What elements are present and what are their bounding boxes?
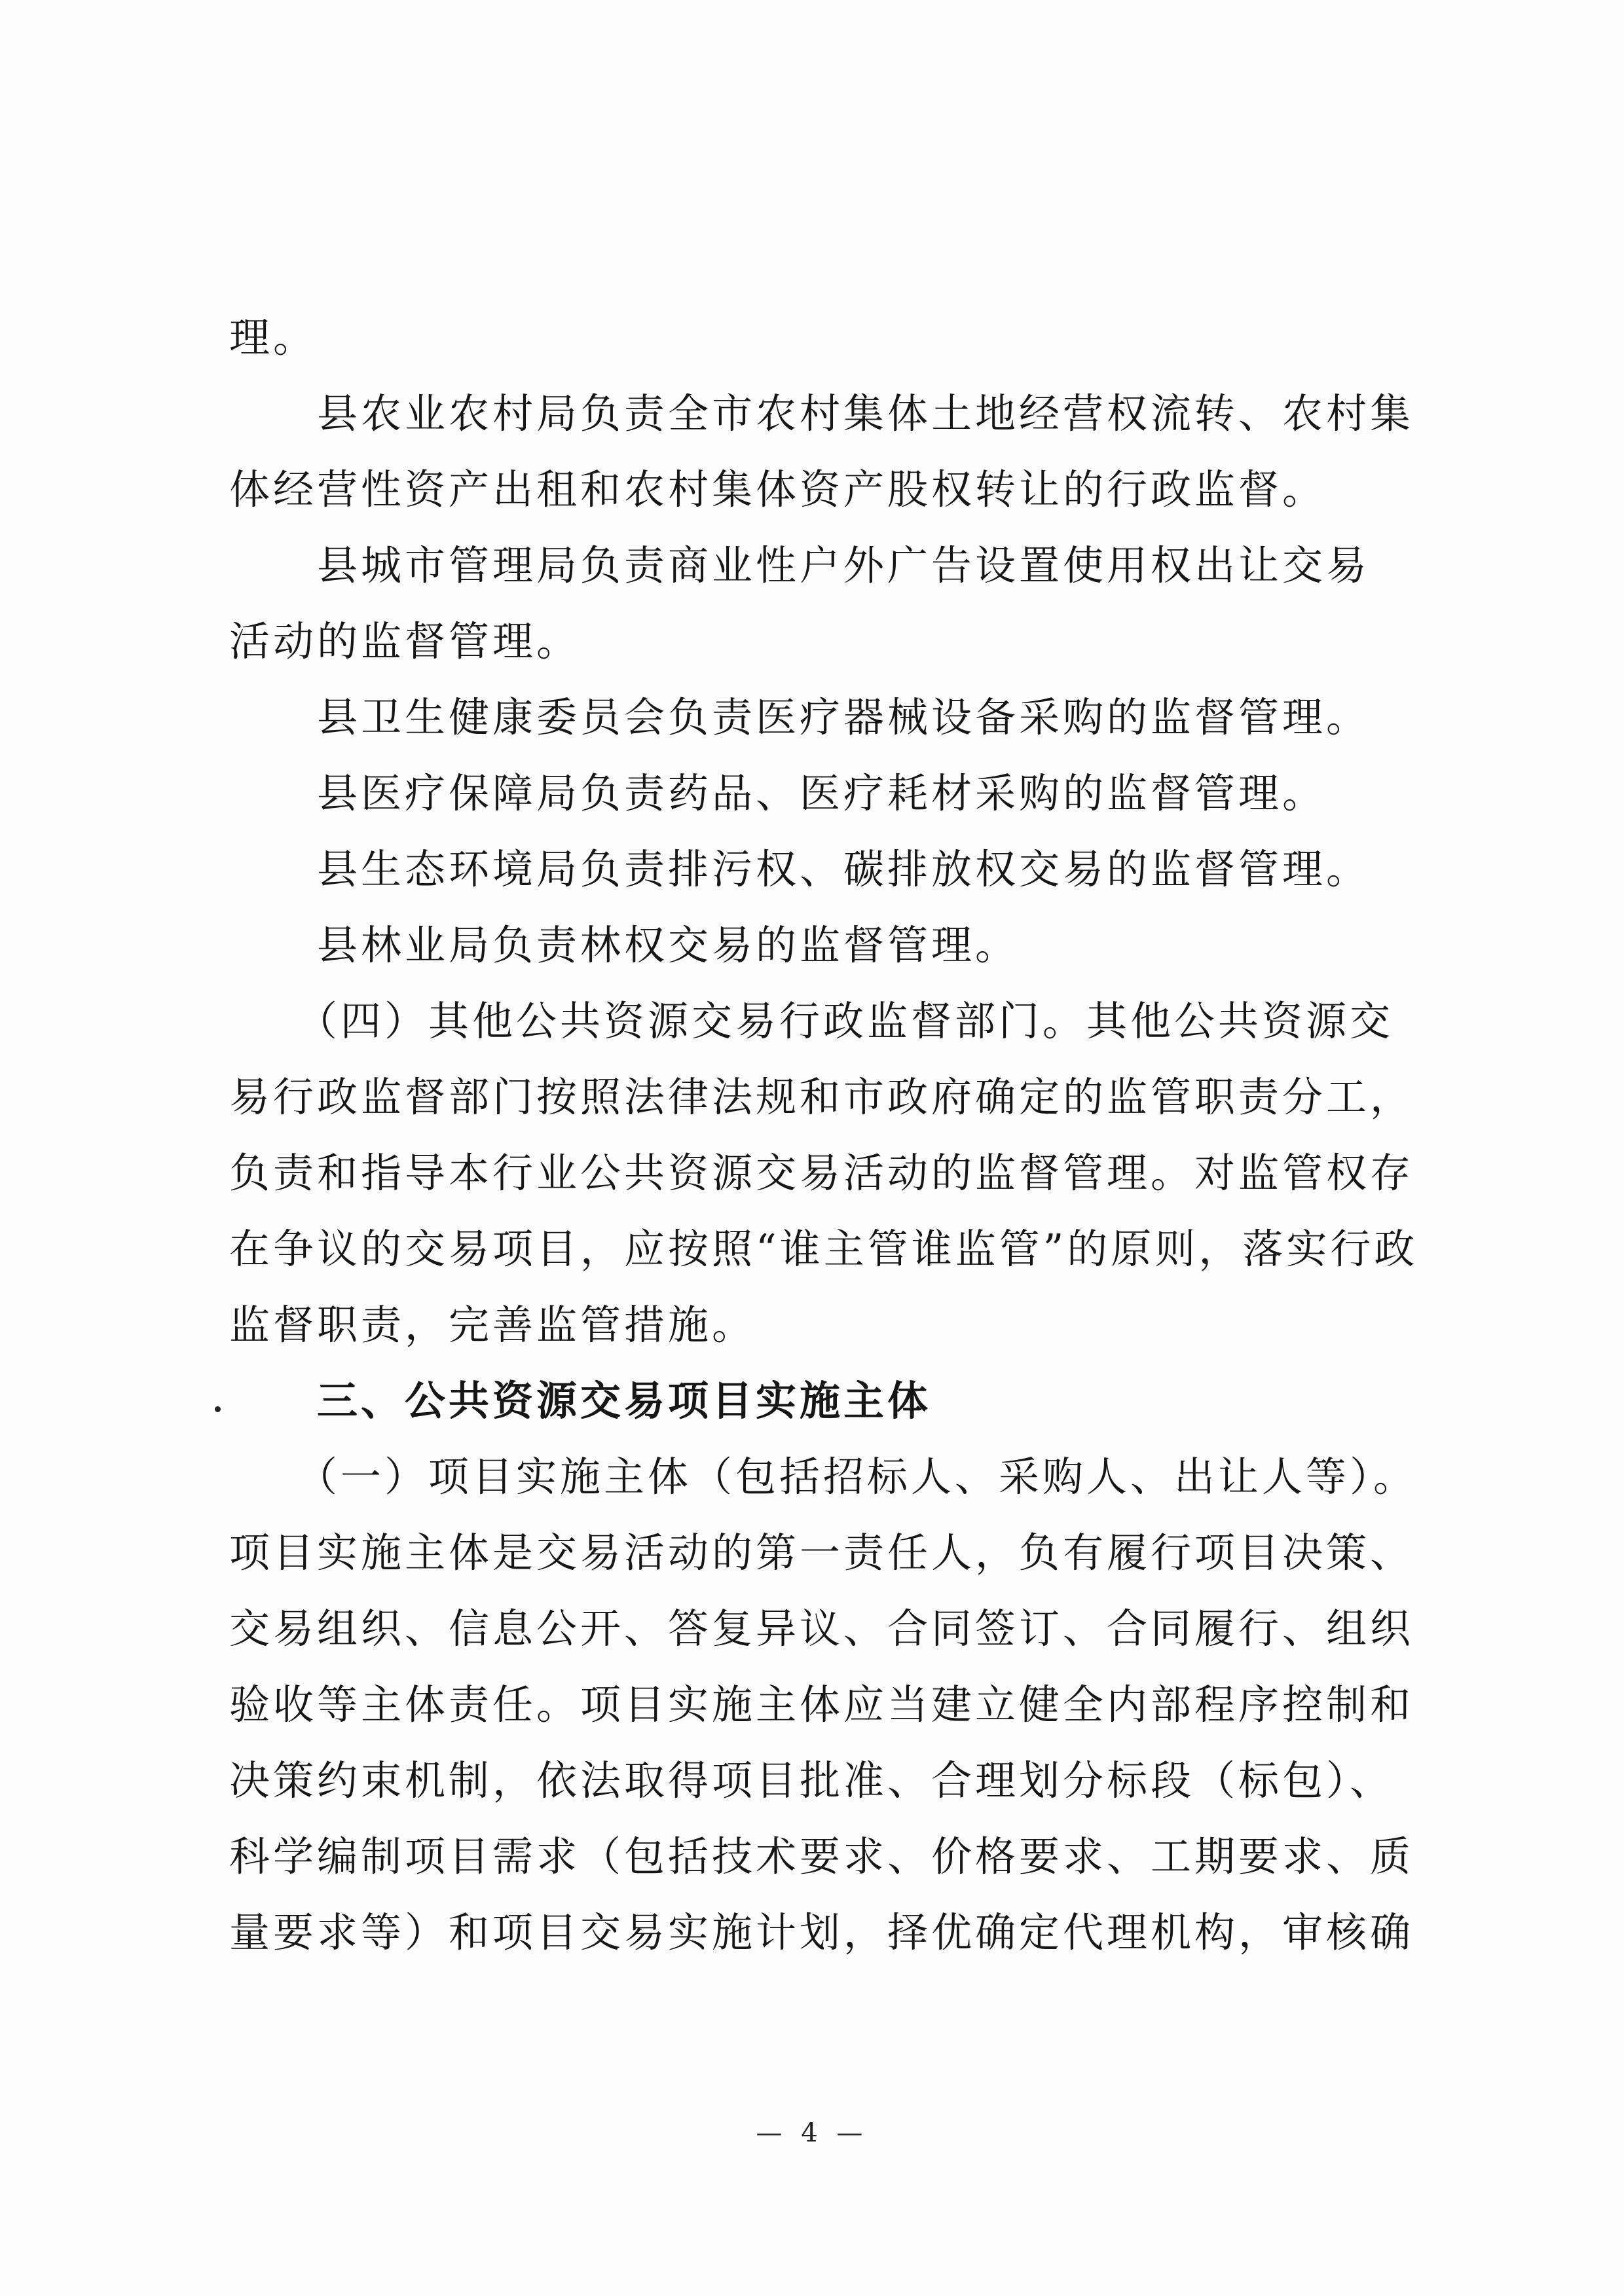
text-line: （一）项目实施主体（包括招标人、采购人、出让人等）。 bbox=[229, 1453, 1418, 1501]
text-line: 项目实施主体是交易活动的第一责任人，负有履行项目决策、 bbox=[229, 1529, 1414, 1576]
text-line: 交易组织、信息公开、答复异议、合同签订、合同履行、组织 bbox=[229, 1605, 1414, 1652]
text-line: 易行政监督部门按照法律法规和市政府确定的监管职责分工， bbox=[229, 1073, 1414, 1121]
text-line: 验收等主体责任。项目实施主体应当建立健全内部程序控制和 bbox=[229, 1681, 1414, 1728]
section-block bbox=[229, 1363, 1418, 1971]
text-line: 体经营性资产出租和农村集体资产股权转让的行政监督。 bbox=[229, 465, 1327, 513]
text-line: 在争议的交易项目，应按照“谁主管谁监管”的原则，落实行政 bbox=[229, 1225, 1418, 1273]
text-line: （四）其他公共资源交易行政监督部门。其他公共资源交 bbox=[229, 997, 1394, 1045]
margin-dot-mark bbox=[215, 1406, 221, 1412]
text-line: 县林业局负责林权交易的监督管理。 bbox=[229, 921, 1020, 969]
text-line: 县生态环境局负责排污权、碳排放权交易的监督管理。 bbox=[229, 845, 1371, 893]
text-line: 决策约束机制，依法取得项目批准、合理划分标段（标包）、 bbox=[229, 1757, 1394, 1804]
text-line: 理。 bbox=[229, 314, 318, 361]
section-heading: 三、公共资源交易项目实施主体 bbox=[229, 1377, 932, 1425]
text-line: 监督职责，完善监管措施。 bbox=[229, 1301, 756, 1349]
text-line: 活动的监督管理。 bbox=[229, 617, 581, 665]
body-text-block bbox=[229, 300, 1418, 1363]
text-line: 县卫生健康委员会负责医疗器械设备采购的监督管理。 bbox=[229, 693, 1371, 741]
text-line: 县城市管理局负责商业性户外广告设置使用权出让交易 bbox=[229, 541, 1371, 589]
text-line: 县医疗保障局负责药品、医疗耗材采购的监督管理。 bbox=[229, 769, 1327, 817]
text-line: 科学编制项目需求（包括技术要求、价格要求、工期要求、质 bbox=[229, 1832, 1414, 1880]
text-line: 县农业农村局负责全市农村集体土地经营权流转、农村集 bbox=[229, 390, 1414, 437]
page-number: — 4 — bbox=[756, 2118, 868, 2148]
text-line: 量要求等）和项目交易实施计划，择优确定代理机构，审核确 bbox=[229, 1908, 1414, 1956]
text-line: 负责和指导本行业公共资源交易活动的监督管理。对监管权存 bbox=[229, 1149, 1414, 1197]
